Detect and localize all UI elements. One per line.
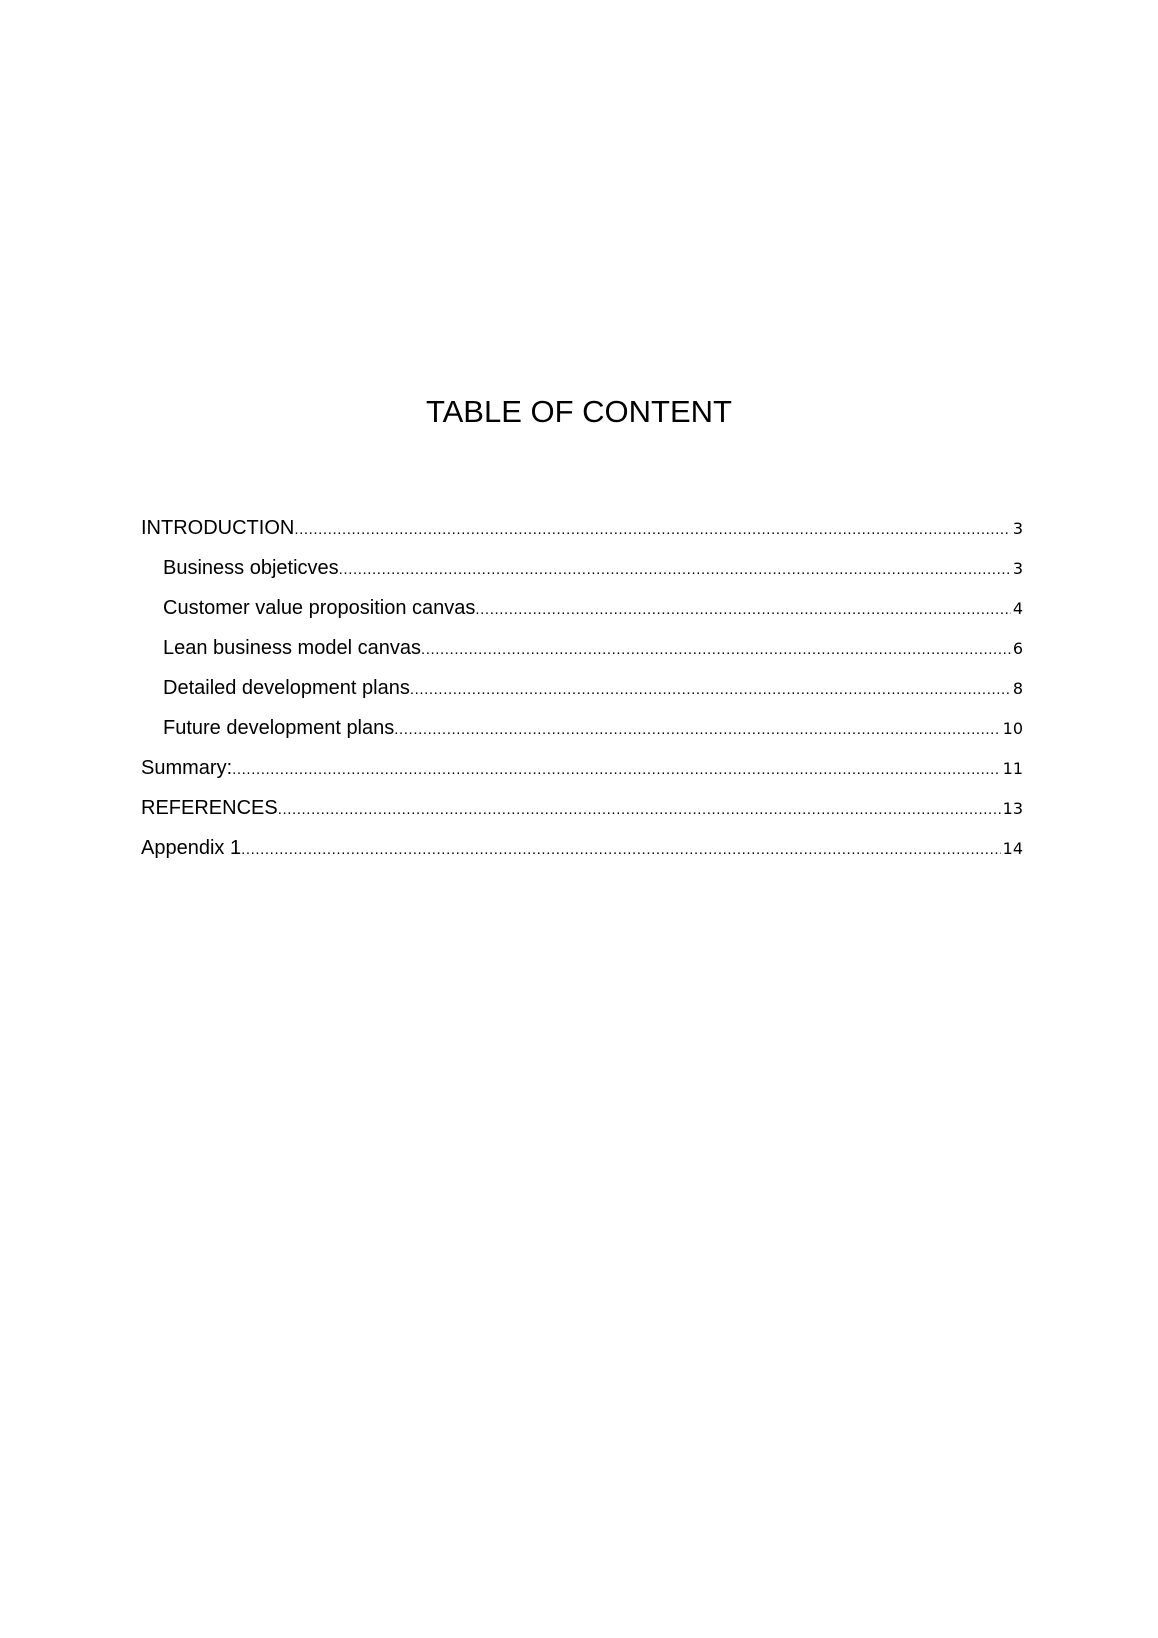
toc-dot-leader xyxy=(410,676,1011,703)
toc-dot-leader xyxy=(339,556,1011,583)
toc-page-number: 10 xyxy=(1002,719,1023,738)
toc-entry-business-objectives[interactable] xyxy=(141,555,1023,595)
toc-entry-summary[interactable] xyxy=(141,755,1023,795)
toc-dot-leader xyxy=(475,596,1010,623)
toc-dot-leader xyxy=(278,796,1001,823)
toc-page-number: 3 xyxy=(1012,519,1023,538)
toc-entry-label: INTRODUCTION xyxy=(141,517,295,539)
toc-entry-future-development-plans[interactable] xyxy=(141,715,1023,755)
toc-entry-label: REFERENCES xyxy=(141,797,278,819)
toc-dot-leader xyxy=(421,636,1011,663)
toc-page-number: 11 xyxy=(1002,759,1023,778)
toc-dot-leader xyxy=(394,716,1000,743)
toc-entry-label: Customer value proposition canvas xyxy=(163,597,476,619)
toc-page-number: 14 xyxy=(1002,839,1023,858)
table-of-contents xyxy=(141,515,1023,875)
toc-entry-lean-business-model-canvas[interactable] xyxy=(141,635,1023,675)
toc-dot-leader xyxy=(232,756,1001,783)
toc-page-number: 13 xyxy=(1002,799,1023,818)
toc-entry-detailed-development-plans[interactable] xyxy=(141,675,1023,715)
toc-page-number: 8 xyxy=(1012,679,1023,698)
toc-entry-references[interactable] xyxy=(141,795,1023,835)
toc-entry-label: Business objeticves xyxy=(163,557,339,579)
toc-entry-label: Detailed development plans xyxy=(163,677,410,699)
toc-entry-customer-value-proposition-canvas[interactable] xyxy=(141,595,1023,635)
toc-page-number: 4 xyxy=(1012,599,1023,618)
toc-entry-label: Appendix 1 xyxy=(141,837,242,859)
toc-page-number: 6 xyxy=(1012,639,1023,658)
toc-entry-label: Summary: xyxy=(141,757,233,779)
toc-entry-label: Future development plans xyxy=(163,717,395,739)
toc-entry-label: Lean business model canvas xyxy=(163,637,421,659)
toc-entry-introduction[interactable] xyxy=(141,515,1023,555)
toc-dot-leader xyxy=(294,516,1010,543)
toc-page-number: 3 xyxy=(1012,559,1023,578)
toc-title: TABLE OF CONTENT xyxy=(425,394,732,429)
toc-entry-appendix-1[interactable] xyxy=(141,835,1023,875)
toc-dot-leader xyxy=(241,836,1001,863)
